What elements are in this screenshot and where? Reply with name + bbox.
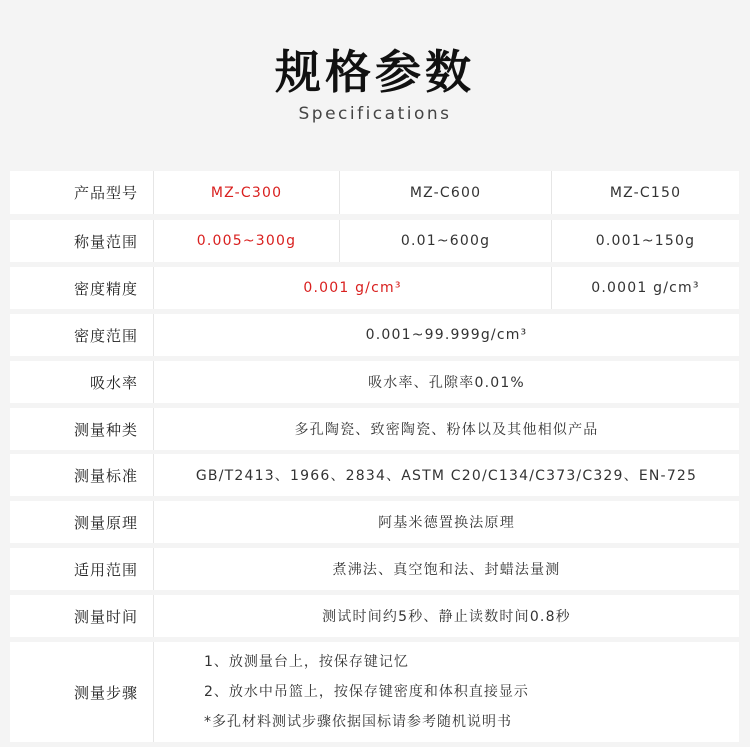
spec-label: 测量时间 bbox=[10, 595, 154, 637]
spec-value-mz-c150: MZ-C150 bbox=[609, 184, 682, 201]
spec-row-time bbox=[10, 595, 739, 637]
steps-list bbox=[154, 642, 739, 742]
spec-value: 0.001~99.999g/cm³ bbox=[365, 327, 528, 343]
spec-label: 适用范围 bbox=[10, 548, 154, 590]
spec-row-model bbox=[10, 171, 739, 214]
spec-value-mz-c600: MZ-C600 bbox=[340, 171, 552, 214]
spec-row-precision bbox=[10, 267, 739, 309]
spec-value: 多孔陶瓷、致密陶瓷、粉体以及其他相似产品 bbox=[294, 422, 599, 438]
spec-value: 测试时间约5秒、静止读数时间0.8秒 bbox=[322, 609, 571, 625]
page-subtitle: Specifications bbox=[298, 104, 452, 124]
spec-value-range-c600: 0.01~600g bbox=[340, 220, 552, 262]
spec-row-principle bbox=[10, 501, 739, 543]
spec-row-absorption bbox=[10, 361, 739, 403]
spec-value-range-c300: 0.005~300g bbox=[154, 220, 340, 262]
spec-value-range-c150: 0.001~150g bbox=[595, 233, 696, 249]
spec-row-standard bbox=[10, 454, 739, 496]
spec-row-density-range bbox=[10, 314, 739, 356]
spec-label: 测量原理 bbox=[10, 501, 154, 543]
spec-label: 测量种类 bbox=[10, 408, 154, 450]
spec-label: 吸水率 bbox=[10, 361, 154, 403]
spec-value: 阿基米德置换法原理 bbox=[378, 515, 515, 531]
spec-label: 密度精度 bbox=[10, 267, 154, 309]
page-title: 规格参数 bbox=[275, 45, 475, 99]
step-item: 2、放水中吊篮上，按保存键密度和体积直接显示 bbox=[204, 684, 529, 700]
page-header bbox=[0, 0, 750, 165]
spec-row-steps bbox=[10, 642, 739, 742]
spec-label: 称量范围 bbox=[10, 220, 154, 262]
spec-value-precision-c150: 0.0001 g/cm³ bbox=[591, 280, 700, 296]
spec-value-mz-c300: MZ-C300 bbox=[154, 171, 340, 214]
spec-label: 测量标准 bbox=[10, 454, 154, 496]
spec-row-range bbox=[10, 220, 739, 262]
spec-value: 煮沸法、真空饱和法、封蜡法量测 bbox=[332, 562, 561, 578]
spec-label: 产品型号 bbox=[10, 171, 154, 214]
step-item: 1、放测量台上，按保存键记忆 bbox=[204, 654, 409, 670]
step-note: *多孔材料测试步骤依据国标请参考随机说明书 bbox=[204, 714, 512, 730]
spec-row-types bbox=[10, 408, 739, 450]
spec-row-scope bbox=[10, 548, 739, 590]
spec-label: 测量步骤 bbox=[10, 642, 154, 742]
spec-value: 吸水率、孔隙率0.01% bbox=[368, 375, 525, 391]
spec-value-precision-primary: 0.001 g/cm³ bbox=[154, 267, 552, 309]
spec-value: GB/T2413、1966、2834、ASTM C20/C134/C373/C329、EN-725 bbox=[195, 468, 698, 484]
spec-label: 密度范围 bbox=[10, 314, 154, 356]
